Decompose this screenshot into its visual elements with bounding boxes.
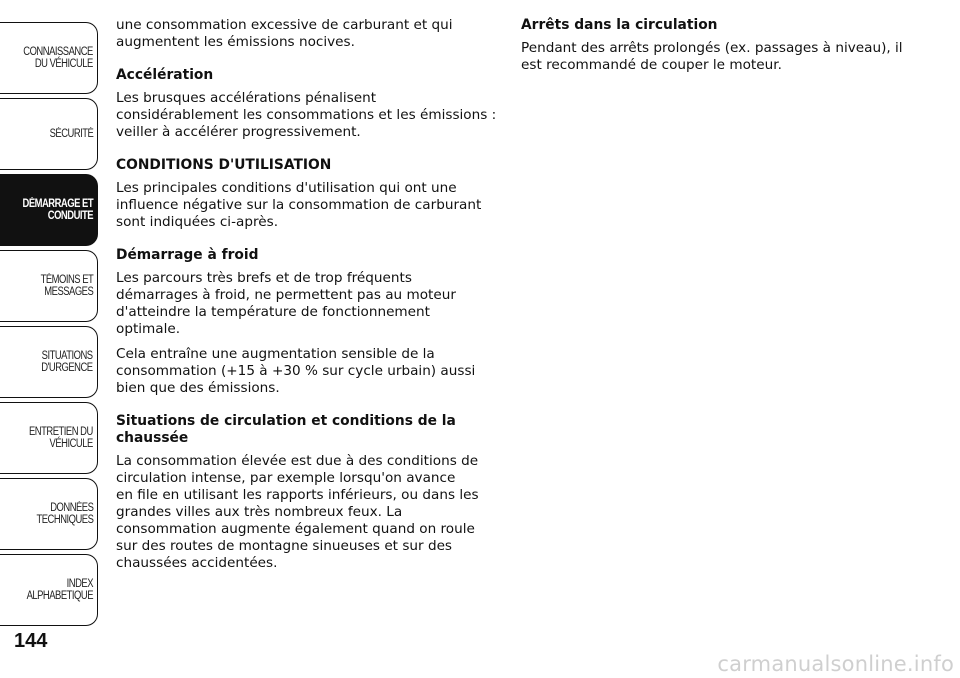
tab-index-alphabetique[interactable] bbox=[0, 554, 98, 626]
tab-entretien-du-vehicule[interactable] bbox=[0, 402, 98, 474]
right-column bbox=[521, 17, 941, 82]
tab-label: SÉCURITÉ bbox=[49, 128, 93, 140]
cold-start-heading: Démarrage à froid bbox=[116, 247, 259, 263]
stops-text: Pendant des arrêts prolongés (ex. passages à niveau), il est recommandé de couper le moteur. bbox=[521, 40, 903, 73]
tab-connaissance-du-vehicule[interactable] bbox=[0, 22, 98, 94]
watermark: carmanualsonline.info bbox=[717, 652, 954, 676]
conditions-text: Les principales conditions d'utilisation qui ont une influence négative sur la consommation de carburant sont indiquées ci-après. bbox=[116, 180, 482, 230]
tab-label: TÉMOINS ET MESSAGES bbox=[40, 274, 93, 298]
acceleration-heading: Accélération bbox=[116, 67, 214, 83]
tab-label: SITUATIONS D'URGENCE bbox=[41, 350, 93, 374]
page-number: 144 bbox=[14, 630, 48, 652]
tab-donnees-techniques[interactable] bbox=[0, 478, 98, 550]
tab-label: INDEX ALPHABETIQUE bbox=[26, 578, 93, 602]
tab-securite[interactable] bbox=[0, 98, 98, 170]
tab-label: ENTRETIEN DU VÉHICULE bbox=[29, 426, 93, 450]
tab-situations-d-urgence[interactable] bbox=[0, 326, 98, 398]
cold-start-consumption-text: Cela entraîne une augmentation sensible de la consommation (+15 à +30 % sur cycle urbain) aussi bien que des émissions. bbox=[116, 346, 476, 396]
tab-label: DÉMARRAGE ET CONDUITE bbox=[22, 198, 93, 222]
intro-text: une consommation excessive de carburant et qui augmentent les émissions nocives. bbox=[116, 17, 453, 50]
tab-label: CONNAISSANCE DU VÉHICULE bbox=[23, 46, 93, 70]
stops-heading: Arrêts dans la circulation bbox=[521, 17, 718, 33]
tab-label: DONNÉES TECHNIQUES bbox=[36, 502, 93, 526]
left-column bbox=[116, 17, 506, 580]
traffic-heading: Situations de circulation et conditions de la chaussée bbox=[116, 413, 456, 446]
tab-demarrage-et-conduite[interactable] bbox=[0, 174, 98, 246]
acceleration-text: Les brusques accélérations pénalisent considérablement les consommations et les émissions : veiller à accélérer progressivement. bbox=[116, 90, 497, 140]
traffic-text: La consommation élevée est due à des conditions de circulation intense, par exemple lorsqu'on avance en file en utilisant les rapports inférieurs, ou dans les grandes villes aux très nombreux feux. La consommation augmente également quand on roule sur des routes de montagne sinueuses et sur des chaussées accidentées. bbox=[116, 453, 479, 571]
conditions-heading: CONDITIONS D'UTILISATION bbox=[116, 157, 332, 173]
tab-temoins-et-messages[interactable] bbox=[0, 250, 98, 322]
cold-start-text: Les parcours très brefs et de trop fréquents démarrages à froid, ne permettent pas au moteur d'atteindre la température de fonctionnement optimale. bbox=[116, 270, 456, 337]
